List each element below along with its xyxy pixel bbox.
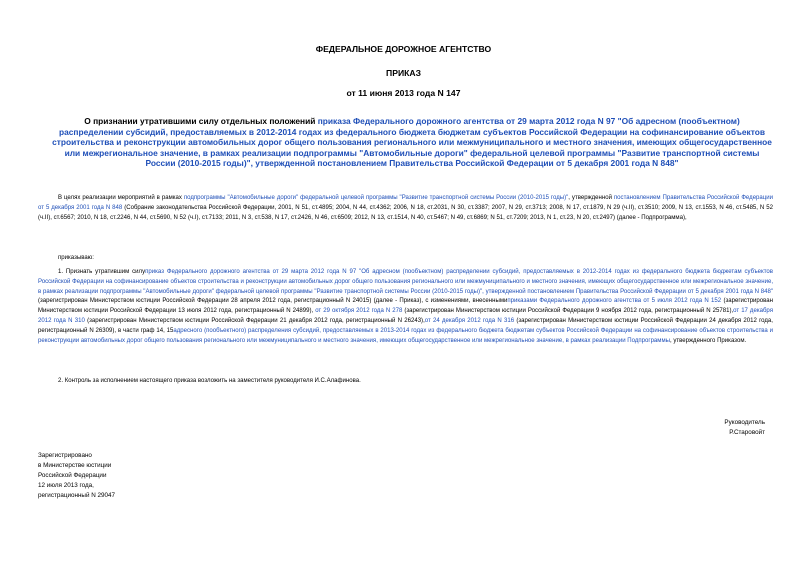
clause-1-text-4: (зарегистрирован Министерством юстиции Российской Федерации 9 ноября 2012 года, регистрационный N 25781), — [402, 308, 734, 315]
link-order-316[interactable]: от 24 декабря 2012 года N 316 — [424, 317, 515, 324]
clause-1-text-7: , утвержденного Приказом. — [669, 337, 747, 344]
registration-line-3: Российской Федерации — [38, 471, 107, 479]
preamble-text-2: , утвержденной — [568, 195, 614, 201]
registration-line-5: регистрационный N 29047 — [38, 491, 116, 499]
clause-1-text-2: (зарегистрирован Министерством юстиции Российской Федерации 28 апреля 2012 года, регистрационный N 24015) (далее - Приказ), с изменениями, внесенными — [38, 298, 508, 305]
decree-word: приказываю: — [58, 255, 94, 261]
clause-1-text-5: (зарегистрирован Министерством юстиции Российской Федерации 21 декабря 2012 года, регистрационный N 26243), — [84, 317, 425, 324]
document-date-number: от 11 июня 2013 года N 147 — [346, 88, 461, 98]
link-order-152[interactable]: приказами Федерального дорожного агентства от 5 июля 2012 года N 152 — [507, 298, 722, 305]
registration-line-1: Зарегистрировано — [38, 452, 92, 459]
clause-1-text-3: (зарегистрирован Министерством юстиции Российской Федерации 13 июля 2012 года, регистрационный N 24899), — [38, 298, 774, 315]
clause-1-text-1: 1. Признать утратившим силу — [58, 269, 146, 275]
title-text: О признании утратившими силу отдельных положений — [84, 116, 318, 126]
clause-2-paragraph: 2. Контроль за исполнением настоящего приказа возложить на заместителя руководителя И.С.Алафинова. — [58, 378, 361, 384]
link-distribution[interactable]: адресного (пообъектного) распределения субсидий, предоставляемых в 2013-2014 годах из федерального бюджета бюджетам субъектов Российской Федерации на софинансирование объектов строительства и реконструкции автомобильных дорог общего пользования регионального или межмуниципального и местного значения, имеющих общегосударственное или межрегиональное значение, в рамках реализации Подпрограммы — [38, 327, 773, 344]
clause-1-paragraph — [38, 268, 773, 346]
link-order-310[interactable]: от 17 декабря 2012 года N 310 — [38, 308, 774, 324]
preamble-text-3: (Собрание законодательства Российской Федерации, 2001, N 51, ст.4895; 2004, N 44, ст.4362; 2006, N 18, ст.2031, N 30, ст.3387; 2007, N 29, ст.3713; 2008, N 17, ст.1879, N 29 (ч.II), ст.3510; 2009, N 13, ст.1553, N 46, ст.5485, N 52 (ч.II), ст.6567; 2010, N 18, ст.2246, N 44, ст.5690, N 52 (ч.I), ст.7133; 2011, N 3, ст.538, N 17, ст.2426, N 46, ст.6509; 2012, N 13, ст.1514, N 40, ст.5467; N 49, ст.6869; N 51, ст.7209; 2013, N 1, ст.23, N 20, ст.2497) (далее - Подпрограмма), — [38, 204, 773, 221]
signature-block — [724, 418, 765, 438]
registration-block — [38, 451, 115, 501]
clause-1-text-6: (зарегистрирован Министерством юстиции Российской Федерации 24 декабря 2012 года, регистрационный N 26309), в части граф 14, 15 — [38, 317, 773, 334]
link-order-97[interactable]: приказ Федерального дорожного агентства от 29 марта 2012 года N 97 "Об адресном (пообъектном) распределении субсидий, предоставляемых в 2012-2014 годах из федерального бюджета бюджетам субъектов Российской Федерации на софинансирование объектов строительства и реконструкции автомобильных дорог общего пользования регионального или межмуниципального и местного значения, имеющих общегосударственное или межрегиональное значение, в рамках реализации подпрограммы "Автомобильные дороги" федеральной целевой программы "Развитие транспортной системы России (2010-2015 годы)", утвержденной постановлением Правительства Российской Федерации от 5 декабря 2001 года N 848" — [38, 269, 773, 295]
registration-line-2: в Министерстве юстиции — [38, 461, 112, 469]
preamble-text-1: В целях реализации мероприятий в рамках — [58, 195, 184, 201]
signature-name: Р.Старовойт — [729, 429, 765, 436]
preamble-paragraph — [38, 194, 773, 223]
link-resolution-848[interactable]: постановлением Правительства Российской Федерации от 5 декабря 2001 года N 848 — [38, 195, 774, 211]
signature-role: Руководитель — [724, 419, 765, 426]
agency-heading: ФЕДЕРАЛЬНОЕ ДОРОЖНОЕ АГЕНТСТВО — [315, 44, 492, 54]
title-link-order-97[interactable]: приказа Федерального дорожного агентства от 29 марта 2012 года N 97 "Об адресном (пообъектном) распределении субсидий, предоставляемых в 2012-2014 годах из федерального бюджета бюджетам субъектов Российской Федерации на софинансирование объектов строительства и реконструкции автомобильных дорог общего пользования регионального или межмуниципального и местного значения, имеющих общегосударственное или межрегиональное значение, в рамках реализации подпрограммы "Автомобильные дороги" федеральной целевой программы "Развитие транспортной системы России (2010-2015 годы)", утвержденной постановлением Правительства Российской Федерации от 5 декабря 2001 года N 848" — [52, 116, 772, 169]
registration-line-4: 12 июля 2013 года, — [38, 481, 94, 489]
document-type-heading: ПРИКАЗ — [386, 68, 421, 78]
document-title — [52, 116, 772, 169]
link-subprogram[interactable]: подпрограммы "Автомобильные дороги" федеральной целевой программы "Развитие транспортной системы России (2010-2015 годы)" — [183, 195, 569, 201]
link-order-278[interactable]: от 29 октября 2012 года N 278 — [313, 308, 403, 315]
